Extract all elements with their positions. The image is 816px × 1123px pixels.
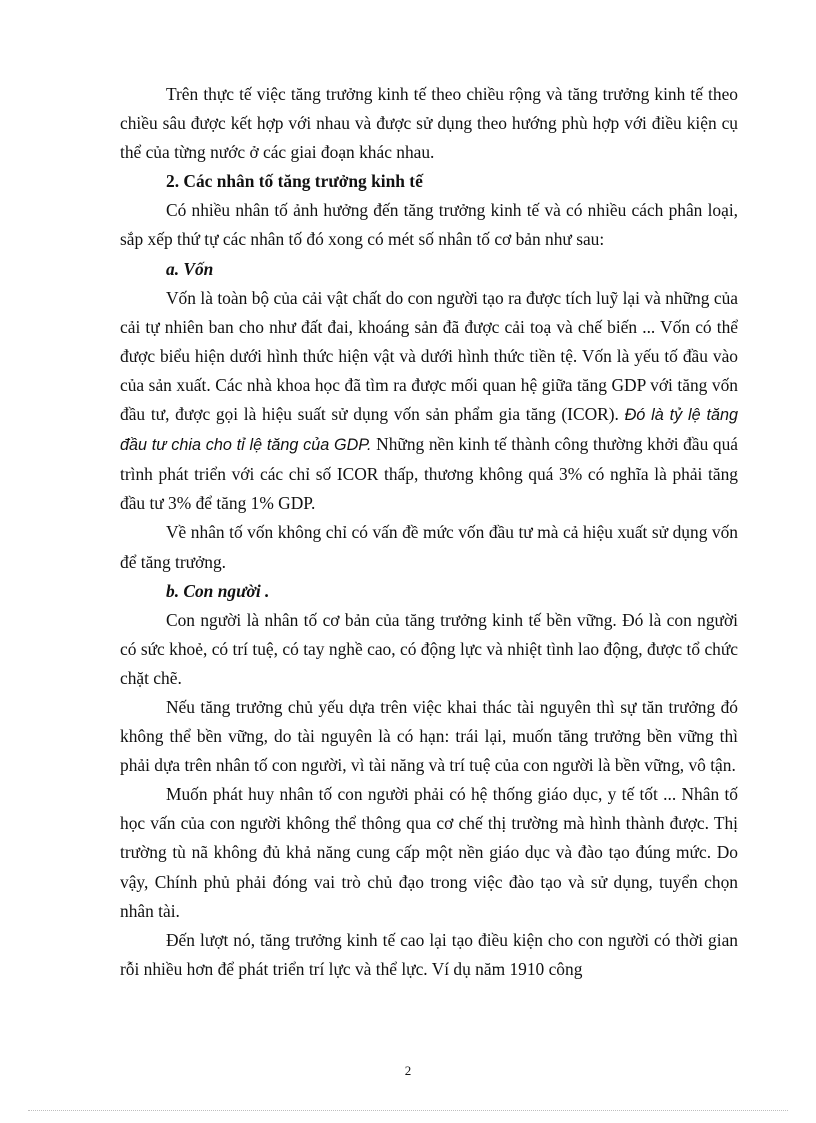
paragraph-growth-free-time: Đến lượt nó, tăng trưởng kinh tế cao lại tạo điều kiện cho con người có thời gian rỗi nhiều hơn để phát triển trí lực và thể lực. Ví dụ năm 1910 công [120, 929, 738, 979]
paragraph-sustainable-growth: Nếu tăng trưởng chủ yếu dựa trên việc khai thác tài nguyên thì sự tăn trưởng đó không thể bền vững, do tài nguyên là có hạn: trái lại, muốn tăng trưởng bền vững thì phải dựa trên nhân tố con người, vì tài năng và trí tuệ của con người là bền vững, vô tận. [120, 696, 738, 776]
capital-text: Vốn là toàn bộ của cải vật chất do con người tạo ra được tích luỹ lại và những của cải tự nhiên ban cho như đất đai, khoáng sản đã được cải toạ và chế biến ... Vốn có thể được biểu hiện dưới hình thức hiện vật và dưới hình thức tiền tệ. Vốn là yếu tố đầu vào của sản xuất. Các nhà khoa học đã tìm ra được mối quan hệ giữa tăng GDP với tăng vốn đầu tư, được gọi là hiệu suất sử dụng vốn sản phẩm gia tăng (ICOR). [120, 287, 738, 425]
section-heading-growth-factors: 2. Các nhân tố tăng trưởng kinh tế [166, 171, 423, 192]
paragraph-capital-definition [120, 284, 738, 519]
paragraph-factors-intro: Có nhiều nhân tố ảnh hưởng đến tăng trưởng kinh tế và có nhiều cách phân loại, sắp xếp thứ tự các nhân tố đó xong có mét số nhân tố cơ bản như sau: [120, 200, 738, 250]
page-number: 2 [404, 1063, 412, 1078]
capital-text-continued: Những nền kinh tế thành công thường khởi đầu quá trình phát triển với các chỉ số ICOR thấp, thương không quá 3% có nghĩa là phải tăng đầu tư 3% để tăng 1% GDP. [120, 434, 738, 514]
paragraph-education-health: Muốn phát huy nhân tố con người phải có hệ thống giáo dục, y tế tốt ... Nhân tố học vấn của con người không thể thông qua cơ chế thị trường mà hình thành được. Thị trường tù nã không đủ khả năng cung cấp một nền giáo dục và đào tạo đúng mức. Do vậy, Chính phủ phải đóng vai trò chủ đạo trong việc đào tạo và sử dụng, tuyển chọn nhân tài. [120, 784, 738, 921]
page-body [120, 80, 738, 984]
subheading-human: b. Con người . [166, 580, 270, 601]
paragraph-growth-combination: Trên thực tế việc tăng trưởng kinh tế theo chiều rộng và tăng trưởng kinh tế theo chiều sâu được kết hợp với nhau và được sử dụng theo hướng phù hợp với điều kiện cụ thể của từng nước ở các giai đoạn khác nhau. [120, 84, 738, 163]
paragraph-human-basic-factor: Con người là nhân tố cơ bản của tăng trưởng kinh tế bền vững. Đó là con người có sức khoẻ, có trí tuệ, có tay nghề cao, có động lực và nhiệt tình lao động, được tổ chức chặt chẽ. [120, 609, 738, 688]
paragraph-capital-efficiency: Về nhân tố vốn không chỉ có vấn đề mức vốn đầu tư mà cả hiệu xuất sử dụng vốn để tăng trưởng. [120, 522, 738, 572]
icor-definition-italic: Đó là tỷ lệ tăng đầu tư chia cho tỉ lệ tăng của GDP. [120, 406, 738, 455]
subheading-capital: a. Vốn [166, 258, 214, 279]
page-bottom-border [28, 1110, 788, 1111]
